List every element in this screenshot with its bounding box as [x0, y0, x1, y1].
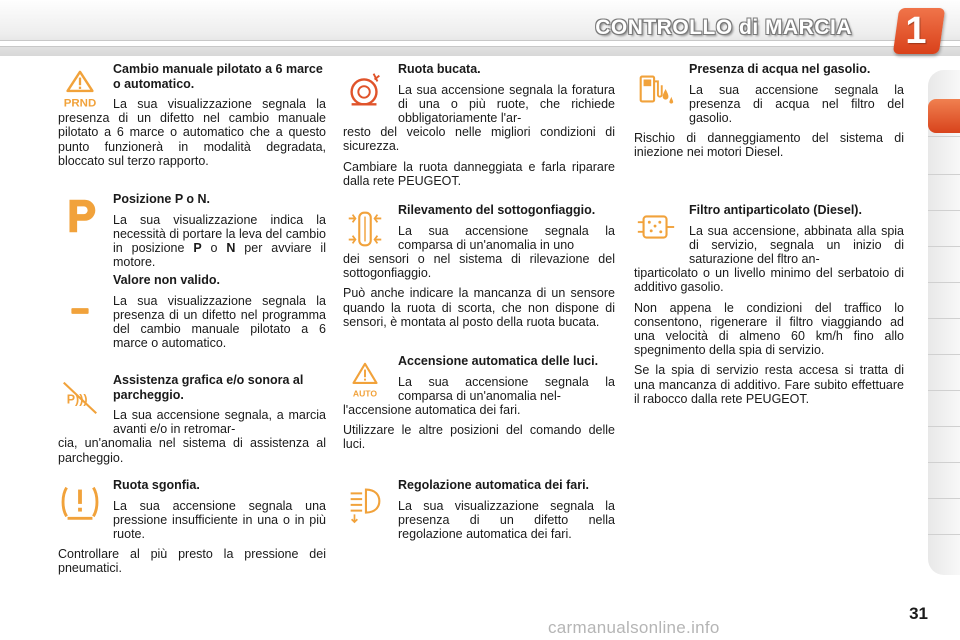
- filtro-extra-2: Se la spia di servizio resta accesa si tratta di una mancanza di additivo. Fare subito effettuare il rabocco dalla rete PEUGEOT.: [634, 363, 904, 406]
- p-letter-icon: [58, 194, 102, 238]
- valore-title: Valore non valido.: [113, 273, 220, 287]
- filtro-title: Filtro antiparticolato (Diesel).: [689, 203, 862, 217]
- watermark: carmanualsonline.info: [548, 618, 720, 637]
- tab-divider: [928, 354, 960, 355]
- acqua-body: La sua accensione segnala la presenza di acqua nel filtro del gasolio.: [689, 82, 904, 125]
- acqua-block: [634, 62, 904, 166]
- prnd-warning-icon: [58, 68, 102, 112]
- svg-text:P))): P))): [66, 392, 88, 407]
- sgonfia-body: La sua accensione segnala una pressione insufficiente in una o in più ruote.: [113, 498, 326, 541]
- tab-divider: [928, 136, 960, 137]
- particle-filter-icon: [634, 205, 678, 249]
- regolazione-block: [343, 478, 615, 547]
- rilevamento-extra: Può anche indicare la mancanza di un sensore quando la ruota di scorta, che non dispone di sensori, è montata al posto della ruota bucata.: [343, 286, 615, 329]
- tab-divider: [928, 534, 960, 535]
- dash-icon: [58, 289, 102, 333]
- parking-assist-off-icon: [58, 375, 102, 419]
- cambio-title: Cambio manuale pilotato a 6 marce o automatico.: [113, 62, 323, 91]
- filtro-extra-1: Non appena le condizioni del traffico lo consentono, rigenerare il filtro viaggiando ad una velocità di almeno 60 km/h fino allo spegnimento della spia di servizio.: [634, 300, 904, 358]
- punctured-tyre-icon: [343, 68, 387, 112]
- bucata-title: Ruota bucata.: [398, 62, 481, 76]
- regolazione-title: Regolazione automatica dei fari.: [398, 478, 590, 492]
- bucata-body: resto del veicolo nelle migliori condizioni di sicurezza.: [343, 125, 615, 154]
- tab-divider: [928, 210, 960, 211]
- chapter-number: 1: [905, 10, 927, 52]
- posizione-title: Posizione P o N.: [113, 192, 211, 206]
- luci-block: [343, 354, 615, 458]
- parcheggio-body: cia, un'anomalia nel sistema di assistenza al parcheggio.: [58, 436, 326, 465]
- headlamp-levelling-icon: [343, 480, 387, 524]
- rilevamento-title: Rilevamento del sottogonfiaggio.: [398, 203, 596, 217]
- cambio-body: La sua visualizzazione segnala la presenza di un difetto nel cambio manuale pilotato a 6 marce o automatico che a questo punto funzionerà in modalità degradata, bloccato sul terzo rapporto.: [58, 97, 326, 168]
- tyre-sensor-icon: [343, 207, 387, 251]
- chapter-tab-strip: [928, 70, 960, 575]
- luci-body: l'accensione automatica dei fari.: [343, 402, 521, 417]
- header-stripe: [0, 40, 960, 47]
- tab-divider: [928, 390, 960, 391]
- bucata-block: [343, 62, 615, 194]
- svg-text:PRND: PRND: [63, 97, 97, 110]
- page-number: 31: [909, 604, 928, 623]
- filtro-body: tiparticolato o un livello minimo del serbatoio di additivo gasolio.: [634, 266, 904, 295]
- sgonfia-title: Ruota sgonfia.: [113, 478, 200, 492]
- water-in-diesel-icon: [634, 68, 678, 112]
- acqua-extra: Rischio di danneggiamento del sistema di iniezione nei motori Diesel.: [634, 131, 904, 160]
- tab-divider: [928, 426, 960, 427]
- rilevamento-body: dei sensori o nel sistema di rilevazione del sottogonfiaggio.: [343, 251, 615, 281]
- svg-text:AUTO: AUTO: [352, 388, 378, 399]
- bucata-body-indent: La sua accensione segnala la foratura di una o più ruote, che richiede obbligatoriamente l'ar-: [398, 82, 615, 125]
- tyre-pressure-icon: [58, 480, 102, 524]
- parcheggio-title: Assistenza grafica e/o sonora al parcheggio.: [113, 373, 304, 402]
- luci-extra: Utilizzare le altre posizioni del comando delle luci.: [343, 423, 615, 452]
- tab-divider: [928, 462, 960, 463]
- tab-divider: [928, 282, 960, 283]
- acqua-title: Presenza di acqua nel gasolio.: [689, 62, 871, 76]
- valore-body: La sua visualizzazione segnala la presenza di un difetto nel programma del cambio manuale pilotato a 6 marce o automatico.: [113, 293, 326, 351]
- page-title: CONTROLLO di MARCIA: [595, 16, 852, 39]
- regolazione-body: La sua visualizzazione segnala la presenza di un difetto nella regolazione automatica dei fari.: [398, 498, 615, 541]
- valore-block: [58, 273, 326, 356]
- tab-divider: [928, 318, 960, 319]
- tab-divider: [928, 246, 960, 247]
- cambio-block: [58, 62, 326, 174]
- chapter-tab-active[interactable]: [928, 99, 960, 133]
- luci-body-indent: La sua accensione segnala la comparsa di un'anomalia nel-: [398, 374, 615, 403]
- rilevamento-block: [343, 203, 615, 335]
- tab-divider: [928, 498, 960, 499]
- posizione-block: [58, 192, 326, 275]
- sgonfia-extra: Controllare al più presto la pressione dei pneumatici.: [58, 547, 326, 576]
- filtro-block: [634, 203, 904, 412]
- bucata-extra: Cambiare la ruota danneggiata e farla riparare dalla rete PEUGEOT.: [343, 159, 615, 188]
- tab-divider: [928, 174, 960, 175]
- rilevamento-body-indent: La sua accensione segnala la comparsa di un'anomalia in uno: [398, 223, 615, 252]
- parcheggio-body-indent: La sua accensione segnala, a marcia avanti e/o in retromar-: [113, 408, 326, 437]
- auto-lights-icon: [343, 360, 387, 404]
- sgonfia-block: [58, 478, 326, 582]
- parcheggio-block: [58, 373, 326, 471]
- posizione-body: La sua visualizzazione indica la necessità di portare la leva del cambio in posizione P o N per avviare il motore.: [113, 212, 326, 270]
- filtro-body-indent: La sua accensione, abbinata alla spia di servizio, segnala un inizio di saturazione del fltro an-: [689, 223, 904, 266]
- luci-title: Accensione automatica delle luci.: [398, 354, 599, 368]
